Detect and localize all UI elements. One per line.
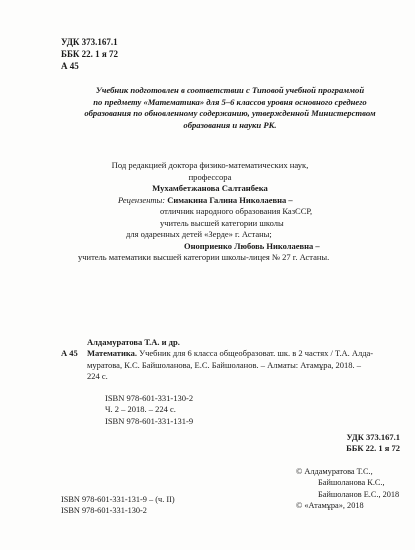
udk-code: УДК 373.167.1 — [61, 37, 118, 47]
udk-code: УДК 373.167.1 — [346, 432, 400, 442]
isbn-block — [105, 393, 193, 427]
copyright-line: © «Атамұра», 2018 — [296, 500, 364, 510]
editor-block — [100, 160, 320, 195]
author-index: А 45 — [61, 61, 79, 71]
editor-name: Мухамбетжанова Салтанбека — [152, 183, 268, 193]
isbn-line: ISBN 978-601-331-130-2 — [105, 393, 194, 403]
reviewer-detail: для одаренных детей «Зерде» г. Астаны; — [126, 229, 272, 240]
reviewer-detail: отличник народного образования КазССР, — [160, 206, 313, 217]
copyright-block — [296, 466, 406, 511]
isbn-line: Ч. 2 – 2018. – 224 с. — [105, 404, 176, 415]
isbn-footer — [61, 494, 175, 517]
catalog-line: муратова, К.С. Байшоланова, Е.С. Байшоланов. – Алматы: Атамұра, 2018. – — [87, 359, 361, 370]
isbn-line: ISBN 978-601-331-131-9 — [105, 415, 194, 426]
udk-footer — [320, 432, 400, 454]
reviewer-detail: учитель высшей категории школы — [160, 217, 284, 228]
udk-header — [61, 36, 118, 72]
reviewers-label: Рецензенты: — [118, 195, 166, 205]
reviewers-block — [58, 195, 398, 263]
catalog-authors: Алдамуратова Т.А. и др. — [87, 337, 180, 347]
approval-line: Учебник подготовлен в соответствии с Типовой учебной программой — [95, 85, 365, 95]
copyright-line: © Алдамуратова Т.С., — [296, 467, 373, 476]
catalog-line: Учебник для 6 класса общеобразоват. шк. в 2 частях / Т.А. Алда- — [136, 348, 374, 359]
catalog-entry — [61, 337, 401, 383]
copyright-line: Байшоланова К.С., — [318, 478, 385, 488]
editor-line: профессора — [188, 171, 232, 182]
approval-statement — [60, 85, 400, 131]
reviewer-name: Оноприенко Любовь Николаевна – — [184, 240, 320, 251]
approval-line: образования по обновленному содержанию, утвержденной Министерством — [84, 108, 376, 118]
editor-line: Под редакцией доктора физико-математических наук, — [111, 160, 309, 170]
bbk-code: ББК 22. 1 я 72 — [346, 443, 400, 454]
copyright-line: Байшоланов Е.С., 2018 — [318, 489, 400, 499]
approval-line: по предмету «Математика» для 5–6 классов уровня основного среднего — [93, 96, 367, 107]
approval-line: образования и науки РК. — [183, 119, 277, 130]
catalog-line: 224 с. — [87, 371, 108, 382]
bbk-code: ББК 22. 1 я 72 — [61, 49, 119, 59]
catalog-index: А 45 — [61, 348, 78, 359]
reviewer-detail: учитель математики высшей категории школы-лицея № 27 г. Астаны. — [78, 252, 330, 263]
isbn-line: ISBN 978-601-331-130-2 — [61, 506, 147, 516]
isbn-line: ISBN 978-601-331-131-9 – (ч. II) — [61, 495, 175, 504]
catalog-title: Математика. — [87, 348, 137, 359]
reviewer-name: Симакина Галина Николаевна – — [167, 195, 293, 205]
